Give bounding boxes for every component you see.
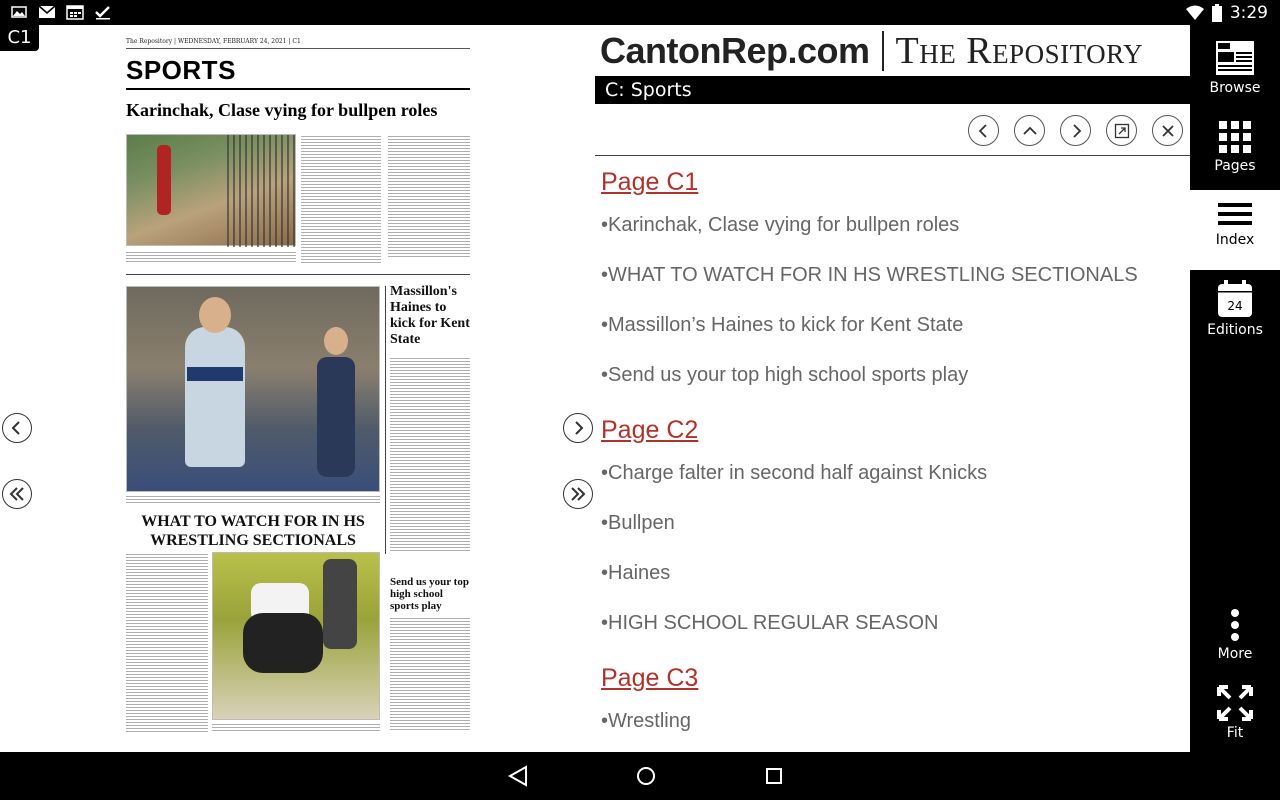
close-button[interactable] (1152, 115, 1183, 146)
newspaper-headline: WHAT TO WATCH FOR IN HS WRESTLING SECTIONALS (141, 513, 365, 549)
next-button[interactable] (1060, 115, 1091, 146)
logo-repository: The Repository (895, 30, 1144, 72)
wifi-icon (1186, 5, 1204, 21)
clock: 3:29 (1229, 3, 1268, 23)
divider (595, 155, 1190, 156)
article-link[interactable]: •Bullpen (601, 512, 675, 534)
next-page-button[interactable] (563, 413, 593, 443)
caption (126, 250, 296, 264)
caption (126, 494, 380, 504)
double-chevron-left-icon (9, 486, 25, 502)
sidebar-item-browse[interactable] (1190, 30, 1280, 110)
newspaper-section-title: SPORTS (126, 55, 470, 90)
story-text (126, 552, 208, 732)
next-icon (1068, 123, 1084, 139)
logo-cantonrep: CantonRep.com (600, 30, 870, 71)
more-vert-icon (1230, 608, 1240, 642)
baseball-photo (126, 134, 296, 246)
sidebar-label: Editions (1207, 322, 1263, 338)
article-toolbar (968, 115, 1183, 146)
gmail-icon (38, 4, 56, 20)
newspaper-headline: Massillon's Haines to kick for Kent State (390, 284, 470, 347)
back-icon[interactable] (506, 764, 530, 788)
previous-button[interactable] (968, 115, 999, 146)
system-navigation-bar (0, 752, 1280, 800)
article-link[interactable]: •HIGH SCHOOL REGULAR SEASON (601, 612, 939, 634)
status-bar (0, 0, 1280, 25)
sidebar-label: Fit (1226, 725, 1244, 741)
sidebar-item-editions[interactable] (1190, 270, 1280, 350)
double-chevron-right-icon (570, 486, 586, 502)
article-link[interactable]: •Haines (601, 562, 671, 584)
section-title: C: Sports (595, 76, 1190, 104)
story-text (388, 134, 470, 258)
grid-icon (1218, 120, 1252, 154)
sidebar-item-fit[interactable] (1190, 675, 1280, 755)
up-icon (1022, 123, 1038, 139)
chevron-right-icon (570, 420, 586, 436)
right-sidebar (1190, 25, 1280, 752)
article-link[interactable]: •Send us your top high school sports play (601, 364, 969, 386)
sidebar-label: More (1217, 646, 1253, 662)
sidebar-label: Browse (1209, 80, 1261, 96)
article-link[interactable]: •Massillon’s Haines to kick for Kent State (601, 314, 964, 336)
caption (212, 722, 380, 732)
article-index (601, 160, 1191, 754)
logo-separator (882, 31, 884, 71)
divider (385, 286, 386, 554)
page-link-c3[interactable]: Page C3 (601, 664, 699, 692)
page-link-c1[interactable]: Page C1 (601, 168, 699, 196)
sidebar-label: Index (1215, 232, 1255, 248)
calendar-day: 24 (1227, 299, 1243, 313)
up-button[interactable] (1014, 115, 1045, 146)
home-icon[interactable] (634, 764, 658, 788)
first-page-button[interactable] (2, 479, 32, 509)
battery-icon (1212, 4, 1222, 22)
newspaper-headline: Karinchak, Clase vying for bullpen roles (126, 100, 438, 120)
publication-logo (600, 27, 1170, 75)
article-link[interactable]: •WHAT TO WATCH FOR IN HS WRESTLING SECTIONALS (601, 264, 1138, 286)
sidebar-label: Pages (1214, 158, 1256, 174)
newspaper-headline: Send us your top high school sports play (390, 576, 469, 612)
article-link[interactable]: •Wrestling (601, 710, 691, 732)
popout-icon (1114, 123, 1130, 139)
previous-page-button[interactable] (2, 413, 32, 443)
story-text (390, 356, 470, 552)
newspaper-icon (1215, 40, 1255, 76)
sidebar-item-index[interactable] (1190, 190, 1280, 270)
article-link[interactable]: •Karinchak, Clase vying for bullpen roles (601, 214, 960, 236)
checkmark-icon (94, 4, 112, 20)
page-link-c2[interactable]: Page C2 (601, 416, 699, 444)
article-link[interactable]: •Charge falter in second half against Knicks (601, 462, 988, 484)
sidebar-item-pages[interactable] (1190, 110, 1280, 190)
newspaper-page[interactable] (126, 38, 470, 738)
fit-screen-icon (1217, 685, 1253, 721)
page-label: C1 (0, 25, 39, 51)
calendar-icon (66, 4, 84, 20)
close-icon (1160, 123, 1176, 139)
last-page-button[interactable] (563, 479, 593, 509)
sidebar-item-more[interactable] (1190, 598, 1280, 678)
popout-button[interactable] (1106, 115, 1137, 146)
image-icon (10, 4, 28, 20)
list-icon (1218, 200, 1252, 228)
story-text (390, 616, 470, 732)
divider (126, 274, 470, 275)
story-text (301, 134, 381, 264)
wrestler-photo (126, 286, 380, 492)
previous-icon (976, 123, 992, 139)
chevron-left-icon (9, 420, 25, 436)
recents-icon[interactable] (762, 764, 786, 788)
newspaper-header: The Repository | WEDNESDAY, FEBRUARY 24, 2021 | C1 (126, 38, 470, 49)
calendar-icon (1217, 280, 1253, 318)
wrestling-practice-photo (212, 552, 380, 720)
